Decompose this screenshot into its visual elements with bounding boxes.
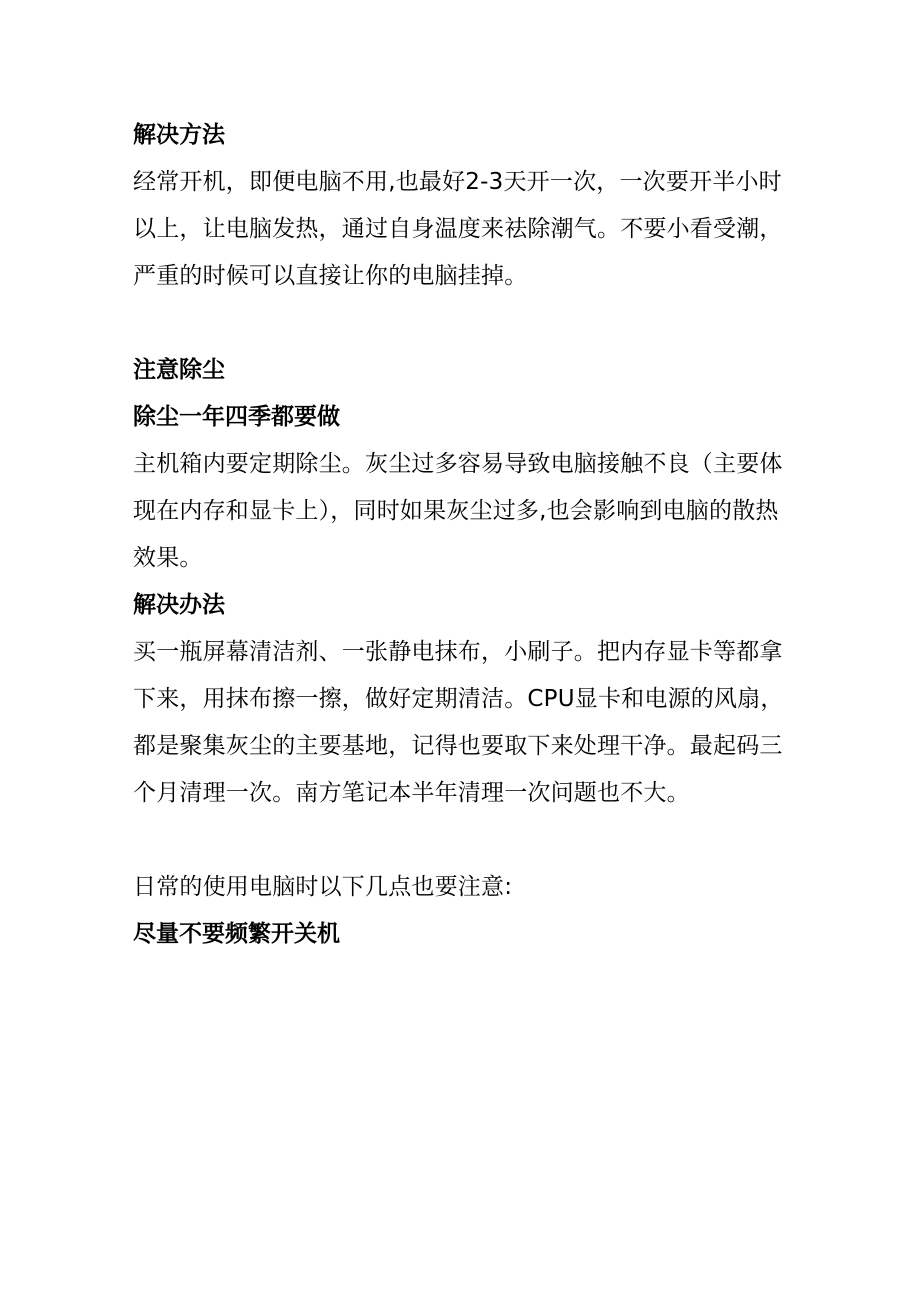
paragraph-moisture-solution: 经常开机，即便电脑不用,也最好2-3天开一次，一次要开半小时以上，让电脑发热，通过自身温度来祛除潮气。不要小看受潮，严重的时候可以直接让你的电脑挂掉。: [133, 169, 783, 289]
paragraph-daily-use-intro: 日常的使用电脑时以下几点也要注意:: [133, 874, 513, 900]
spacer: [133, 300, 793, 347]
heading-solution-approach: 解决办法: [133, 592, 225, 618]
heading-solution-method: 解决方法: [133, 122, 225, 148]
paragraph-cleaning-solution: 买一瓶屏幕清洁剂、一张静电抹布，小刷子。把内存显卡等都拿下来，用抹布擦一擦，做好定期清洁。CPU显卡和电源的风扇，都是聚集灰尘的主要基地，记得也要取下来处理干净。最起码三个月清理一次。南方笔记本半年清理一次问题也不大。: [133, 639, 784, 806]
paragraph-dust-problem: 主机箱内要定期除尘。灰尘过多容易导致电脑接触不良（主要体现在内存和显卡上），同时如果灰尘过多,也会影响到电脑的散热效果。: [133, 451, 783, 571]
heading-avoid-frequent-power: 尽量不要频繁开关机: [133, 921, 340, 947]
heading-dust-removal: 注意除尘: [133, 357, 225, 383]
document-content: [133, 112, 793, 958]
spacer: [133, 817, 793, 864]
subheading-year-round: 除尘一年四季都要做: [133, 404, 340, 430]
